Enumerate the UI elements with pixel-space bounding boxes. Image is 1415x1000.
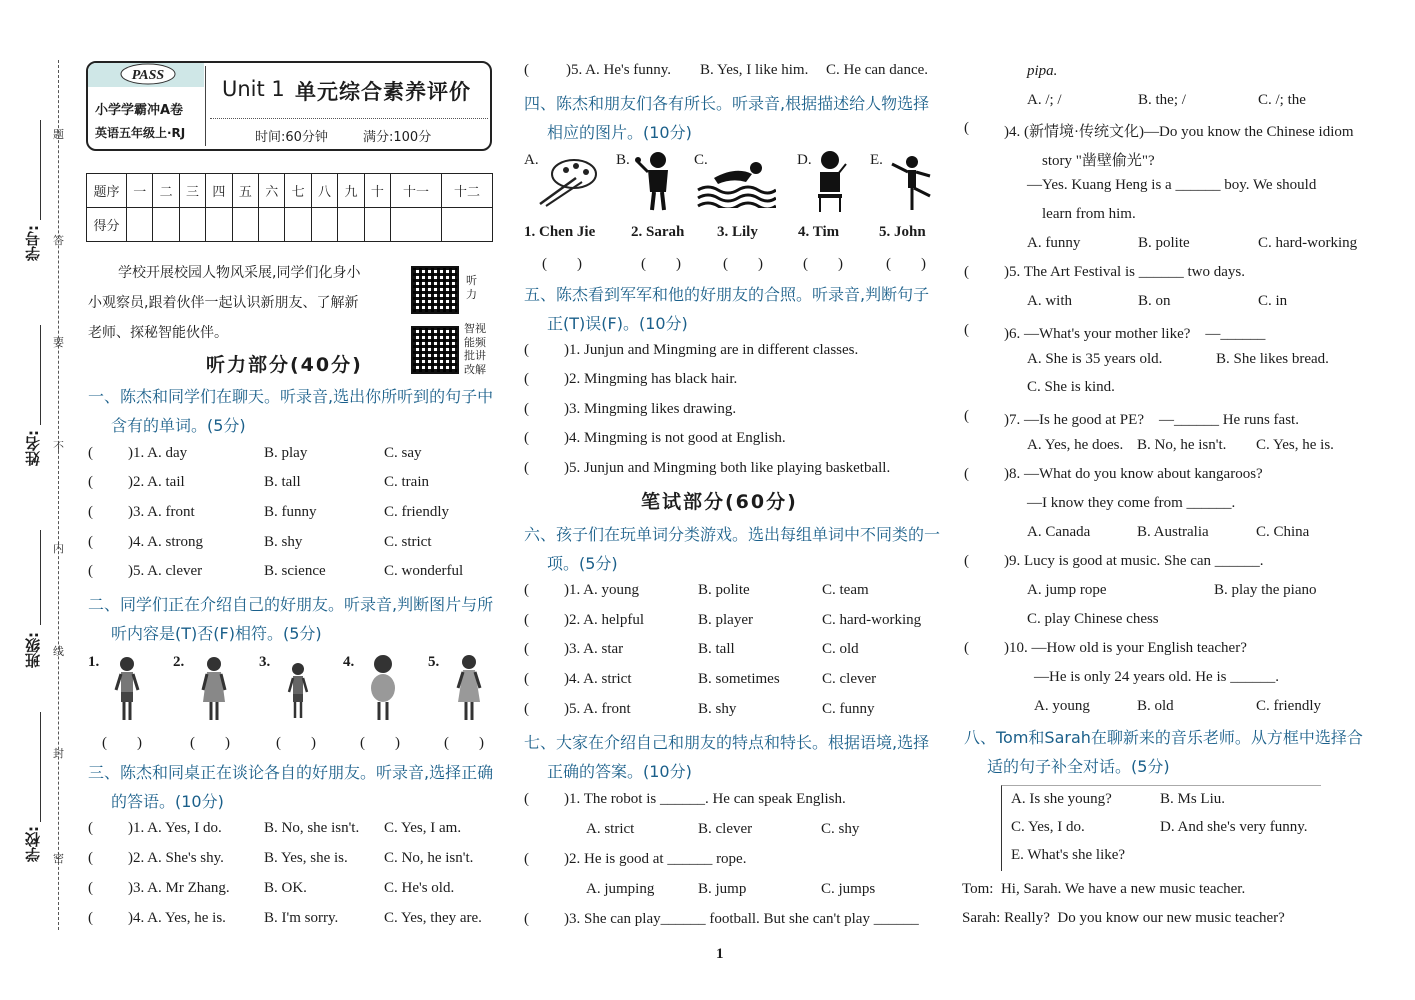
sec3-q4-a: )4. A. Yes, he is. <box>128 910 226 926</box>
seal-char-4: 不 <box>53 440 64 453</box>
seal-char-7: 封 <box>53 747 64 760</box>
sec6-q2-paren[interactable]: ( <box>524 612 529 628</box>
sec1-q2-paren[interactable]: ( <box>88 474 93 490</box>
sec6-q1-paren[interactable]: ( <box>524 582 529 598</box>
sec6-q2-a: )2. A. helpful <box>564 612 644 628</box>
box-option-b: B. Ms Liu. <box>1160 791 1226 807</box>
dialog-line-2: Sarah: Really? Do you know our new music teacher? <box>962 910 1285 926</box>
sec1-q5-paren[interactable]: ( <box>88 563 93 579</box>
painting-palette-icon <box>536 156 598 208</box>
sec6-q2-c: C. hard-working <box>822 612 922 628</box>
person-tim: 4. Tim <box>798 224 840 240</box>
score-cell[interactable] <box>391 208 442 242</box>
sec6-q1-a: )1. A. young <box>564 582 639 598</box>
pic-letter-a: A. <box>524 152 539 168</box>
sec7-q4-line4: learn from him. <box>1042 206 1136 222</box>
sec1-q3-a: )3. A. front <box>128 504 195 520</box>
sec7-q4-b: B. polite <box>1138 235 1190 251</box>
sec2-answer-3[interactable]: ( ) <box>276 735 316 751</box>
sec6-q4-a: )4. A. strict <box>564 671 632 687</box>
girl-figure-5 <box>454 652 484 724</box>
sec3-q5-b: B. Yes, I like him. <box>700 62 809 78</box>
sec7-q1-paren[interactable]: ( <box>524 791 529 807</box>
sec2-answer-1[interactable]: ( ) <box>102 735 142 751</box>
score-cell[interactable] <box>285 208 311 242</box>
sec4-title-line1: 四、陈杰和朋友们各有所长。听录音,根据描述给人物选择 <box>524 94 930 113</box>
sec7-q10-line2: —He is only 24 years old. He is ______. <box>1034 669 1279 685</box>
sec4-answer-3[interactable]: ( ) <box>723 256 763 272</box>
sec7-q4-c: C. hard-working <box>1258 235 1358 251</box>
sec5-q5: )5. Junjun and Mingming both like playing basketball. <box>564 460 891 476</box>
sec5-q4: )4. Mingming is not good at English. <box>564 430 786 446</box>
header-divider <box>205 66 206 146</box>
score-table-header-row <box>87 174 493 208</box>
sec7-q10-b: B. old <box>1137 698 1174 714</box>
sec3-title-line2: 的答语。(10分) <box>111 792 224 811</box>
exam-time: 时间:60分钟 <box>255 130 328 145</box>
seal-char-1: 题 <box>53 128 64 141</box>
page-number: 1 <box>716 946 724 962</box>
sec2-title-line2: 听内容是(T)否(F)相符。(5分) <box>111 624 322 643</box>
seal-char-5: 内 <box>53 542 64 555</box>
sec7-q8-line1: )8. —What do you know about kangaroos? <box>1004 466 1263 482</box>
sec1-q1-c: C. say <box>384 445 422 461</box>
sec2-answer-2[interactable]: ( ) <box>190 735 230 751</box>
sec5-q3: )3. Mingming likes drawing. <box>564 401 737 417</box>
box-option-c: C. Yes, I do. <box>1011 819 1085 835</box>
score-col-7: 七 <box>285 174 311 208</box>
sec7-q9-b: B. play the piano <box>1214 582 1317 598</box>
sec7-q4-line1: )4. (新情境·传统文化)—Do you know the Chinese idiom <box>1004 124 1354 140</box>
person-lily: 3. Lily <box>717 224 758 240</box>
pic-letter-e: E. <box>870 152 883 168</box>
sec1-q3-b: B. funny <box>264 504 317 520</box>
sec7-title-line1: 七、大家在介绍自己和朋友的特点和特长。根据语境,选择 <box>524 733 930 752</box>
sec6-q1-c: C. team <box>822 582 869 598</box>
video-qr-label: 智视能频批讲改解 <box>464 322 486 376</box>
sec7-q4-line3: —Yes. Kuang Heng is a ______ boy. We should <box>1027 177 1317 193</box>
sec7-title-line2: 正确的答案。(10分) <box>547 762 692 781</box>
sec5-q4-paren[interactable]: ( <box>524 430 529 446</box>
sec7-q5: )5. The Art Festival is ______ two days. <box>1004 264 1245 280</box>
student-id-underline <box>40 120 41 220</box>
binding-dashed-line <box>58 60 59 930</box>
sec3-q2-c: C. No, he isn't. <box>384 850 474 866</box>
sec7-q2-a: A. jumping <box>586 881 655 897</box>
name-underline <box>40 325 41 425</box>
sec3-q4-paren[interactable]: ( <box>88 910 93 926</box>
sec8-title-line2: 适的句子补全对话。(5分) <box>987 757 1170 776</box>
sec7-q5-paren[interactable]: ( <box>964 264 969 280</box>
sec6-q3-paren[interactable]: ( <box>524 641 529 657</box>
sec7-q6-b: B. She likes bread. <box>1216 351 1329 367</box>
sec7-q7-b: B. No, he isn't. <box>1137 437 1227 453</box>
sec7-q7: )7. —Is he good at PE? —______ He runs fast. <box>1004 412 1299 428</box>
class-underline <box>40 530 41 625</box>
score-col-6: 六 <box>259 174 285 208</box>
sec3-q5-c: C. He can dance. <box>826 62 929 78</box>
sec3-q2-paren[interactable]: ( <box>88 850 93 866</box>
sec4-answer-2[interactable]: ( ) <box>641 256 681 272</box>
sec7-q4-paren[interactable]: ( <box>964 120 969 136</box>
sec7-q9: )9. Lucy is good at music. She can ______. <box>1004 553 1264 569</box>
seal-char-6: 线 <box>53 645 64 658</box>
sec2-pic5-label: 5. <box>428 654 440 670</box>
sec6-q3-a: )3. A. star <box>564 641 624 657</box>
sec6-q2-b: B. player <box>698 612 753 628</box>
sec3-q5-a: )5. A. He's funny. <box>566 62 672 78</box>
sec7-q8-c: C. China <box>1256 524 1310 540</box>
intro-line-1: 学校开展校园人物风采展,同学们化身小 <box>118 265 361 281</box>
sec1-q5-b: B. science <box>264 563 326 579</box>
sec3-q1-c: C. Yes, I am. <box>384 820 462 836</box>
sec5-q3-paren[interactable]: ( <box>524 401 529 417</box>
sec7-q6-a: A. She is 35 years old. <box>1027 351 1163 367</box>
score-col-1: 一 <box>127 174 153 208</box>
box-option-e: E. What's she like? <box>1011 847 1126 863</box>
sec7-q9-paren[interactable]: ( <box>964 553 969 569</box>
score-col-2: 二 <box>153 174 179 208</box>
sec6-q1-b: B. polite <box>698 582 750 598</box>
listening-part-title: 听力部分(40分) <box>206 354 363 376</box>
sec7-q2-c: C. jumps <box>821 881 876 897</box>
score-cell[interactable] <box>364 208 390 242</box>
sec1-q3-paren[interactable]: ( <box>88 504 93 520</box>
intro-line-2: 小观察员,跟着伙伴一起认识新朋友、了解新 <box>88 295 359 311</box>
score-cell[interactable] <box>259 208 285 242</box>
sec5-title-line2: 正(T)误(F)。(10分) <box>547 314 688 333</box>
sec3-q3-b: B. OK. <box>264 880 307 896</box>
sec1-title-line1: 一、陈杰和同学们在聊天。听录音,选出你所听到的句子中 <box>88 387 494 406</box>
score-table-header-label: 题序 <box>87 174 127 208</box>
sec2-pic1-label: 1. <box>88 654 100 670</box>
sec3-q4-b: B. I'm sorry. <box>264 910 339 926</box>
seal-char-8: 密 <box>53 852 64 865</box>
sec7-q9-a: A. jump rope <box>1027 582 1107 598</box>
sec7-q10-a: A. young <box>1034 698 1090 714</box>
sec7-q3-b: B. the; / <box>1138 92 1186 108</box>
person-john: 5. John <box>879 224 926 240</box>
sec5-title-line1: 五、陈杰看到军军和他的好朋友的合照。听录音,判断句子 <box>524 285 930 304</box>
sec3-q2-b: B. Yes, she is. <box>264 850 348 866</box>
score-col-4: 四 <box>206 174 232 208</box>
pipa-word: pipa. <box>1027 63 1058 79</box>
sec6-q5-b: B. shy <box>698 701 737 717</box>
intro-line-3: 老师、探秘智能伙伴。 <box>88 325 228 341</box>
girl-figure-2 <box>199 654 229 724</box>
sec5-q5-paren[interactable]: ( <box>524 460 529 476</box>
swimmer-icon <box>696 156 776 208</box>
sec7-q2-b: B. jump <box>698 881 747 897</box>
grade-label: 英语五年级上·RJ <box>95 126 186 140</box>
sec7-q10-line1: )10. —How old is your English teacher? <box>1004 640 1247 656</box>
pic-letter-b: B. <box>616 152 630 168</box>
score-cell[interactable] <box>441 208 492 242</box>
score-cell[interactable] <box>232 208 258 242</box>
seal-char-2: 答 <box>53 234 64 247</box>
class-label: 班级: <box>24 632 42 668</box>
sec7-q8-line2: —I know they come from ______. <box>1027 495 1236 511</box>
sec2-answer-5[interactable]: ( ) <box>444 735 484 751</box>
sec1-q2-b: B. tall <box>264 474 301 490</box>
pic-letter-c: C. <box>694 152 708 168</box>
sec5-q1-paren[interactable]: ( <box>524 342 529 358</box>
sec4-answer-1[interactable]: ( ) <box>542 256 582 272</box>
sec6-q3-c: C. old <box>822 641 859 657</box>
sec3-q1-a: )1. A. Yes, I do. <box>128 820 222 836</box>
sec7-q7-c: C. Yes, he is. <box>1256 437 1334 453</box>
sec2-title-line1: 二、同学们正在介绍自己的好朋友。听录音,判断图片与所 <box>88 595 494 614</box>
exam-title: 单元综合素养评价 <box>295 80 471 104</box>
sec1-q5-c: C. wonderful <box>384 563 464 579</box>
sec7-q1-c: C. shy <box>821 821 860 837</box>
name-label: 姓名: <box>24 430 42 466</box>
sec1-q4-a: )4. A. strong <box>128 534 203 550</box>
sec4-answer-4[interactable]: ( ) <box>803 256 843 272</box>
listening-qr-code[interactable] <box>411 266 459 314</box>
svg-text:PASS: PASS <box>131 68 165 83</box>
series-name: 小学学霸冲A卷 <box>95 103 184 118</box>
sec7-q4-line2: story "凿壁偷光"? <box>1042 153 1155 169</box>
sec7-q7-a: A. Yes, he does. <box>1027 437 1124 453</box>
dancer-icon <box>886 152 934 212</box>
sec1-q4-paren[interactable]: ( <box>88 534 93 550</box>
score-table <box>86 173 493 242</box>
sec7-q1: )1. The robot is ______. He can speak English. <box>564 791 846 807</box>
boy-figure-3 <box>284 660 312 722</box>
pass-logo <box>120 63 176 85</box>
score-col-10: 十 <box>364 174 390 208</box>
sec1-q1-a: )1. A. day <box>128 445 188 461</box>
writing-part-title: 笔试部分(60分) <box>641 491 798 513</box>
video-qr-code[interactable] <box>411 326 459 374</box>
score-col-3: 三 <box>179 174 205 208</box>
pic-letter-d: D. <box>797 152 812 168</box>
sec1-q2-c: C. train <box>384 474 429 490</box>
sec7-q3-c: C. /; the <box>1258 92 1306 108</box>
sec7-q2: )2. He is good at ______ rope. <box>564 851 747 867</box>
singer-icon <box>634 150 678 212</box>
dialog-line-1: Tom: Hi, Sarah. We have a new music teacher. <box>962 881 1246 897</box>
score-table-score-row <box>87 208 493 242</box>
sec6-title-line1: 六、孩子们在玩单词分类游戏。选出每组单词中不同类的一 <box>524 525 941 544</box>
box-option-a: A. Is she young? <box>1011 791 1112 807</box>
sec4-title-line2: 相应的图片。(10分) <box>547 123 692 142</box>
header-dotted-line <box>210 118 488 119</box>
score-col-5: 五 <box>232 174 258 208</box>
sec1-q1-b: B. play <box>264 445 308 461</box>
sec1-title-line2: 含有的单词。(5分) <box>111 416 246 435</box>
sec2-pic4-label: 4. <box>343 654 355 670</box>
sec6-q4-b: B. sometimes <box>698 671 780 687</box>
sec6-q4-c: C. clever <box>822 671 877 687</box>
sec3-q5-paren[interactable]: ( <box>524 62 529 78</box>
listening-qr-label: 听力 <box>466 274 477 301</box>
score-cell[interactable] <box>153 208 179 242</box>
sec7-q1-a: A. strict <box>586 821 635 837</box>
score-cell[interactable] <box>206 208 232 242</box>
sec7-q3: )3. She can play______ football. But she can't play ______ <box>564 911 919 927</box>
sec7-q5-a: A. with <box>1027 293 1072 309</box>
score-cell[interactable] <box>127 208 153 242</box>
person-sarah: 2. Sarah <box>631 224 685 240</box>
score-cell[interactable] <box>179 208 205 242</box>
score-col-12: 十二 <box>441 174 492 208</box>
sec2-pic2-label: 2. <box>173 654 185 670</box>
sec7-q3-a: A. /; / <box>1027 92 1062 108</box>
sec7-q10-c: C. friendly <box>1256 698 1321 714</box>
sec2-pic3-label: 3. <box>259 654 271 670</box>
sec1-q1-paren[interactable]: ( <box>88 445 93 461</box>
sec7-q8-paren[interactable]: ( <box>964 466 969 482</box>
sec8-title-line1: 八、Tom和Sarah在聊新来的音乐老师。从方框中选择合 <box>964 728 1363 747</box>
seal-char-3: 要 <box>53 336 64 349</box>
score-cell[interactable] <box>338 208 364 242</box>
sec3-q3-paren[interactable]: ( <box>88 880 93 896</box>
sec6-q5-paren[interactable]: ( <box>524 701 529 717</box>
score-cell[interactable] <box>311 208 337 242</box>
student-id-label: 学号: <box>24 225 42 261</box>
sec7-q8-a: A. Canada <box>1027 524 1091 540</box>
sec3-q3-c: C. He's old. <box>384 880 455 896</box>
box-option-d: D. And she's very funny. <box>1160 819 1308 835</box>
sec1-q3-c: C. friendly <box>384 504 449 520</box>
exam-full-score: 满分:100分 <box>363 130 432 145</box>
sec7-q7-paren[interactable]: ( <box>964 408 969 424</box>
boy-figure-1 <box>112 654 142 724</box>
sec5-q2-paren[interactable]: ( <box>524 371 529 387</box>
school-underline <box>40 712 41 822</box>
sec7-q10-paren[interactable]: ( <box>964 640 969 656</box>
violinist-icon <box>812 150 848 214</box>
sec7-q6-c: C. She is kind. <box>1027 379 1115 395</box>
sec2-answer-4[interactable]: ( ) <box>360 735 400 751</box>
sec6-q3-b: B. tall <box>698 641 735 657</box>
person-chen-jie: 1. Chen Jie <box>524 224 596 240</box>
score-col-11: 十一 <box>391 174 442 208</box>
sec3-title-line1: 三、陈杰和同桌正在谈论各自的好朋友。听录音,选择正确 <box>88 763 494 782</box>
sec7-q8-b: B. Australia <box>1137 524 1209 540</box>
sec1-q5-a: )5. A. clever <box>128 563 203 579</box>
sec3-q3-a: )3. A. Mr Zhang. <box>128 880 230 896</box>
girl-figure-4 <box>366 652 400 724</box>
sec3-q1-b: B. No, she isn't. <box>264 820 360 836</box>
sec7-q1-b: B. clever <box>698 821 753 837</box>
sec7-q5-b: B. on <box>1138 293 1171 309</box>
unit-label: Unit 1 <box>222 77 285 101</box>
sec7-q3-paren[interactable]: ( <box>524 911 529 927</box>
score-col-9: 九 <box>338 174 364 208</box>
sec3-q1-paren[interactable]: ( <box>88 820 93 836</box>
sec4-answer-5[interactable]: ( ) <box>886 256 926 272</box>
sec1-q2-a: )2. A. tail <box>128 474 185 490</box>
school-label: 学校: <box>24 826 42 862</box>
sec7-q6: )6. —What's your mother like? —______ <box>1004 326 1266 342</box>
sec3-q2-a: )2. A. She's shy. <box>128 850 224 866</box>
sec5-q1: )1. Junjun and Mingming are in different classes. <box>564 342 859 358</box>
sec6-title-line2: 项。(5分) <box>547 554 618 573</box>
sec7-q4-a: A. funny <box>1027 235 1081 251</box>
sec6-q5-a: )5. A. front <box>564 701 631 717</box>
sec7-q9-c: C. play Chinese chess <box>1027 611 1159 627</box>
sec5-q2: )2. Mingming has black hair. <box>564 371 738 387</box>
sec3-q4-c: C. Yes, they are. <box>384 910 482 926</box>
score-col-8: 八 <box>311 174 337 208</box>
sec7-q6-paren[interactable]: ( <box>964 322 969 338</box>
sec6-q5-c: C. funny <box>822 701 875 717</box>
sec7-q5-c: C. in <box>1258 293 1288 309</box>
sec1-q4-c: C. strict <box>384 534 432 550</box>
sec7-q2-paren[interactable]: ( <box>524 851 529 867</box>
score-row-label: 得分 <box>87 208 127 242</box>
sec1-q4-b: B. shy <box>264 534 303 550</box>
sec6-q4-paren[interactable]: ( <box>524 671 529 687</box>
